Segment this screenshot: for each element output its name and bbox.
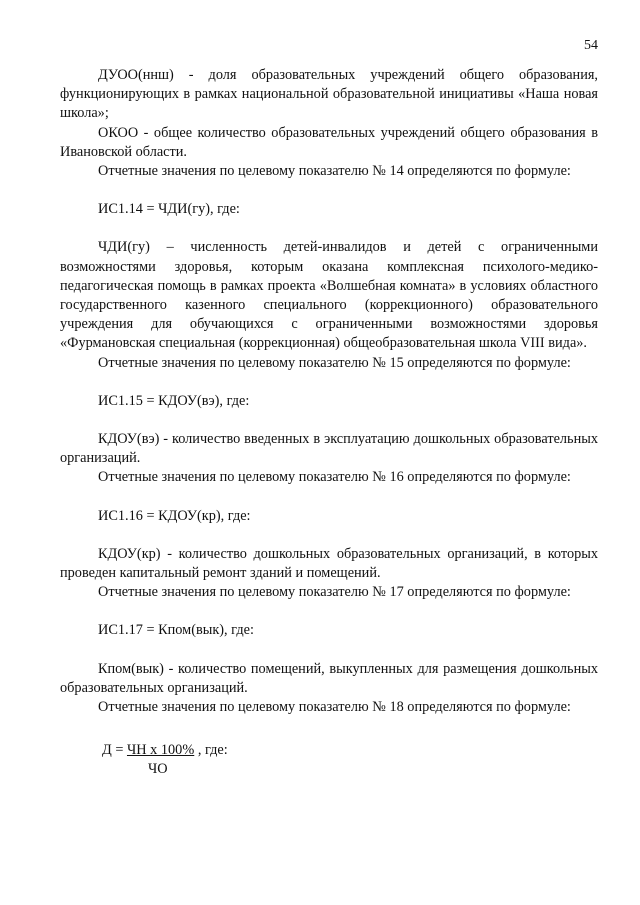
paragraph-indicator-18: Отчетные значения по целевому показателю № 18 определяются по формуле: bbox=[98, 699, 571, 716]
document-body bbox=[60, 66, 598, 781]
formula-is1-14: ИС1.14 = ЧДИ(гу), где: bbox=[98, 201, 240, 218]
paragraph-indicator-16: Отчетные значения по целевому показателю № 16 определяются по формуле: bbox=[98, 469, 571, 486]
paragraph-indicator-15: Отчетные значения по целевому показателю № 15 определяются по формуле: bbox=[98, 354, 571, 371]
paragraph-indicator-14: Отчетные значения по целевому показателю № 14 определяются по формуле: bbox=[98, 163, 571, 180]
paragraph-duoo: ДУОО(ннш) - доля образовательных учреждений общего образования, функционирующих в рамках национальной образовательной инициативы «Наша новая школа»; bbox=[60, 67, 598, 122]
paragraph-okoo: ОКОО - общее количество образовательных учреждений общего образования в Ивановской области. bbox=[60, 124, 598, 160]
fraction-denominator: ЧО bbox=[148, 761, 168, 778]
formula-is1-16: ИС1.16 = КДОУ(кр), где: bbox=[98, 507, 251, 524]
formula-is1-17: ИС1.17 = Кпом(вык), где: bbox=[98, 622, 254, 639]
formula-is1-15: ИС1.15 = КДОУ(вэ), где: bbox=[98, 392, 250, 409]
fraction-suffix: , где: bbox=[194, 742, 228, 759]
fraction-numerator: ЧН х 100% bbox=[126, 742, 195, 759]
paragraph-kdou-kr: КДОУ(кр) - количество дошкольных образовательных организаций, в которых проведен капитальный ремонт зданий и помещений. bbox=[60, 545, 598, 582]
paragraph-kpom: Кпом(вык) - количество помещений, выкупленных для размещения дошкольных образовательных организаций. bbox=[60, 660, 598, 696]
fraction-lhs: Д = bbox=[102, 742, 127, 759]
formula-fraction-d bbox=[102, 741, 598, 781]
paragraph-chdi: ЧДИ(гу) – численность детей-инвалидов и детей с ограниченными возможностями здоровья, которым оказана комплексная психолого-медико-педагогическая помощь в рамках проекта «Волшебная комната» в условиях областного государственного казенного специального (коррекционного) образовательного учреждения для обучающихся с ограниченными возможностями здоровья «Фурмановская специальная (коррекционная) общеобразовательная школа VIII вида». bbox=[60, 239, 598, 352]
paragraph-indicator-17: Отчетные значения по целевому показателю № 17 определяются по формуле: bbox=[98, 584, 571, 601]
paragraph-kdou-ve: КДОУ(вэ) - количество введенных в эксплуатацию дошкольных образовательных организаций. bbox=[60, 431, 598, 467]
page-number: 54 bbox=[584, 38, 598, 53]
